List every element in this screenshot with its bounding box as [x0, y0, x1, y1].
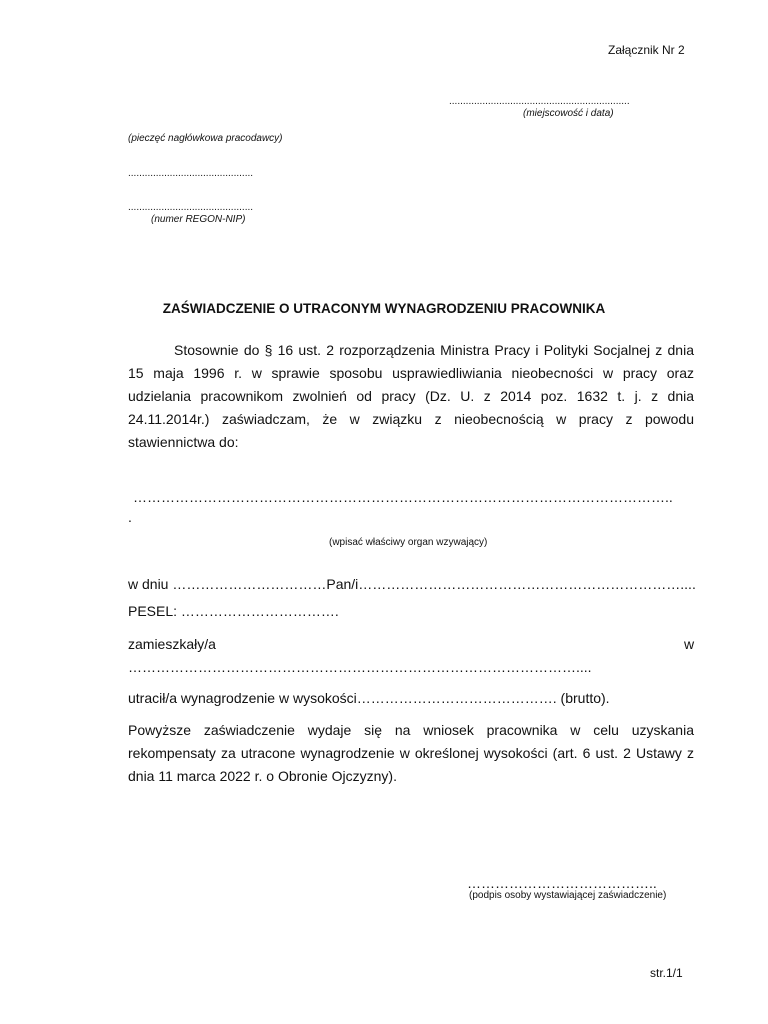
wage-line: utracił/a wynagrodzenie w wysokości……………………………………. (brutto). [128, 690, 610, 706]
document-title: ZAŚWIADCZENIE O UTRACONYM WYNAGRODZENIU PRACOWNIKA [162, 301, 606, 316]
signature-dots: ………………………………….. [467, 875, 657, 891]
regon-label: (numer REGON-NIP) [151, 214, 246, 225]
residence-w: w [684, 636, 695, 652]
organ-dots: …………………………………………………………………………………………………….. [133, 489, 673, 505]
organ-label: (wpisać właściwy organ wzywający) [329, 537, 488, 548]
place-date-label: (miejscowość i data) [523, 108, 614, 119]
annex-number: Załącznik Nr 2 [608, 43, 685, 57]
employer-dots-1: ............................................. [128, 168, 254, 179]
employer-stamp-label: (pieczęć nagłówkowa pracodawcy) [128, 133, 283, 144]
closing-paragraph: Powyższe zaświadczenie wydaje się na wniosek pracownika w celu uzyskania rekompensaty za utracone wynagrodzenie w określonej wysokości (art. 6 ust. 2 Ustawy z dnia 11 marca 2022 r. o Obronie Ojczyzny). [128, 722, 694, 784]
employer-dots-2: ............................................. [128, 202, 254, 213]
pesel-line: PESEL: ……………………………. [128, 603, 339, 619]
date-name-line: w dniu ……………………………Pan/i…………………………………………………………….... [128, 576, 696, 592]
place-date-dots: ................................................................. [449, 96, 630, 107]
page-number: str.1/1 [650, 966, 683, 980]
organ-dots-continuation: . [128, 509, 132, 525]
residence-label: zamieszkały/a [128, 636, 216, 652]
intro-paragraph: Stosownie do § 16 ust. 2 rozporządzenia Ministra Pracy i Polityki Socjalnej z dnia 15 maja 1996 r. w sprawie sposobu usprawiedliwiania nieobecności w pracy oraz udzielania pracownikom zwolnień od pracy (Dz. U. z 2014 poz. 1632 t. j. z dnia 24.11.2014r.) zaświadczam, że w związku z nieobecnością w pracy z powodu stawiennictwa do: [128, 342, 694, 450]
residence-dots: …………………………………………………………………………………….... [128, 659, 592, 675]
signature-label: (podpis osoby wystawiającej zaświadczenie) [469, 890, 667, 901]
